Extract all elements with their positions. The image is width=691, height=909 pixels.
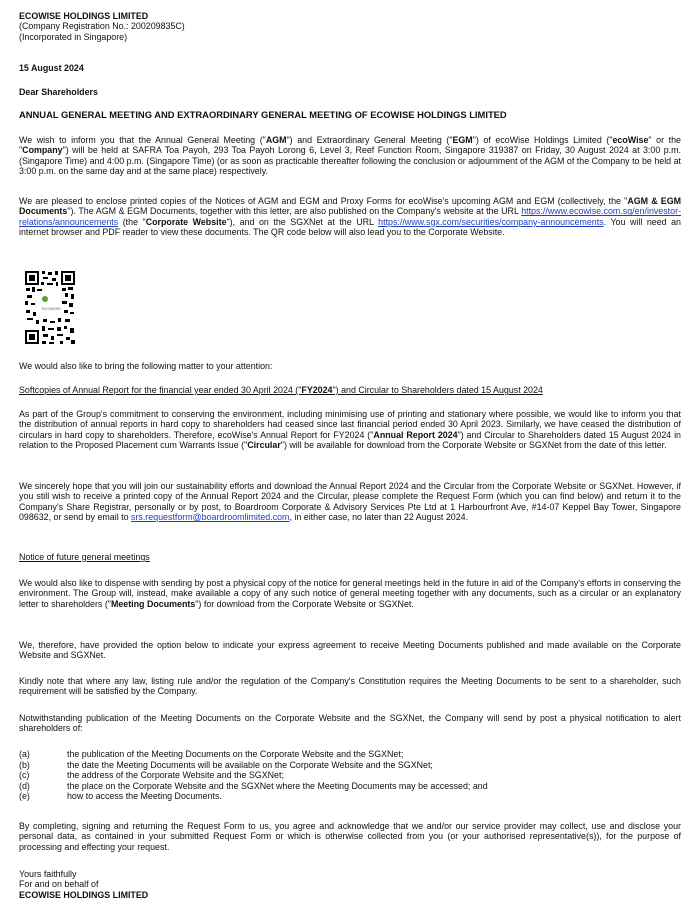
section-heading-future-meetings: Notice of future general meetings [19,552,150,562]
paragraph-personal-data: By completing, signing and returning the Request Form to us, you agree and acknowledge that we and/or our service provider may collect, use and disclose your personal data, as contained in your submitted Request Form or which is otherwise collected from you (or your authorised representative(s)), for the purpose of processing and effecting your request. [19,821,681,852]
company-name: ECOWISE HOLDINGS LIMITED [19,11,149,21]
paragraph-meeting-details: We wish to inform you that the Annual General Meeting ("AGM") and Extraordinary General Meeting ("EGM") of ecoWise Holdings Limited ("ecoWise" or the "Company") will be held at SAFRA Toa Payoh, 293 Toa Payoh Lorong 6, Level 3, Reef Function Room, Singapore 319387 on Friday, 30 August 2024 at 3:00 p.m. (Singapore Time) and 4:00 p.m. (Singapore Time) (or as soon as practicable thereafter following the conclusion or adjournment of the AGM of the Company to be held at 3:00 p.m. on the same day and at the same place) respectively. [19,135,681,177]
section-heading-softcopies: Softcopies of Annual Report for the financial year ended 30 April 2024 ("FY2024") and Circular to Shareholders dated 15 August 2024 [19,385,543,395]
paragraph-documents: We are pleased to enclose printed copies of the Notices of AGM and EGM and Proxy Forms for ecoWise's upcoming AGM and EGM (collectively, the "AGM & EGM Documents"). The AGM & EGM Documents, together with this letter, are also published on the Company's website at the URL https://www.ecowise.com.sg/en/investor-relations/announcements (the "Corporate Website"), and on the SGXNet at the URL https://www.sgx.com/securities/company-announcements. You will need an internet browser and PDF reader to view these documents. The QR code below will also lead you to the Corporate Website. [19,196,681,238]
notification-list [19,749,681,802]
qr-code[interactable] [24,270,76,345]
paragraph-attention: We would also like to bring the following matter to your attention: [19,361,273,371]
letter-title: ANNUAL GENERAL MEETING AND EXTRAORDINARY GENERAL MEETING OF ECOWISE HOLDINGS LIMITED [19,109,507,120]
closing-line: Yours faithfully [19,869,77,879]
list-item: (a) the publication of the Meeting Documents on the Corporate Website and the SGXNet; [19,749,404,759]
paragraph-annual-report: As part of the Group's commitment to conserving the environment, including minimising use of printing and stationary where possible, we would like to inform you that the distribution of annual reports in hard copy to shareholders had ceased since last financial period ended 30 April 2023. Similarly, we have ceased the distribution of circulars in hard copy to shareholders. Therefore, ecoWise's Annual Report for FY2024 ("Annual Report 2024") and Circular to Shareholders dated 15 August 2024 in relation to the Proposed Placement cum Warrants Issue ("Circular") will be available for download from the Corporate Website or SGXNet from the date of this letter. [19,409,681,451]
corporate-website-link[interactable]: https://www.ecowise.com.sg/en/investor-relations/announcements [19,206,681,227]
signatory-company: ECOWISE HOLDINGS LIMITED [19,889,149,900]
company-registration: (Company Registration No.: 200209835C) [19,21,185,32]
paragraph-notification: Notwithstanding publication of the Meeting Documents on the Corporate Website and the SGXNet, the Company will send by post a physical notification to alert shareholders of: [19,713,681,734]
ecowise-leaf-icon [42,296,48,302]
letterhead [19,11,681,42]
closing-line: For and on behalf of [19,879,99,890]
list-item: (c) the address of the Corporate Website and the SGXNet; [19,770,284,780]
list-item: (d) the place on the Corporate Website and the SGXNet where the Meeting Documents may be accessed; and [19,780,488,791]
paragraph-dispense-notice: We would also like to dispense with sending by post a physical copy of the notice for general meetings held in the future in aid of the Company's efforts in conserving the environment. The Group will, instead, make available a copy of any such notice of general meeting together with any documents, such as a circular or an explanatory letter to shareholders ("Meeting Documents") for download from the Corporate Website or SGXNet. [19,578,681,609]
company-incorporation: (Incorporated in Singapore) [19,31,128,42]
qr-caption: ECOWISE [42,306,61,311]
paragraph-law-requirement: Kindly note that where any law, listing rule and/or the regulation of the Company's Constitution requires the Meeting Documents to be sent to a shareholder, such requirement will be satisfied by the Company. [19,676,681,697]
list-item: (e) how to access the Meeting Documents. [19,791,222,801]
letter-date: 15 August 2024 [19,63,84,73]
paragraph-request-form: We sincerely hope that you will join our sustainability efforts and download the Annual Report 2024 and the Circular from the Corporate Website or SGXNet. However, if you still wish to receive a printed copy of the Annual Report 2024 and the Circular, please complete the Request Form (which you can find below) and return it to the Company's Share Registrar, personally or by post, to Boardroom Corporate & Advisory Services Pte Ltd at 1 Harbourfront Ave, #14-07 Keppel Bay Tower, Singapore 098632, or send by email to srs.requestform@boardroomlimited.com, in either case, no later than 22 August 2024. [19,481,681,523]
list-item: (b) the date the Meeting Documents will be available on the Corporate Website and the SGXNet; [19,759,433,770]
closing [19,869,681,900]
salutation: Dear Shareholders [19,87,98,97]
request-email-link[interactable]: srs.requestform@boardroomlimited.com [131,512,290,523]
sgxnet-link[interactable]: https://www.sgx.com/securities/company-announcements [378,216,604,227]
paragraph-express-agreement: We, therefore, have provided the option below to indicate your express agreement to receive Meeting Documents published and made available on the Corporate Website and SGXNet. [19,640,681,661]
